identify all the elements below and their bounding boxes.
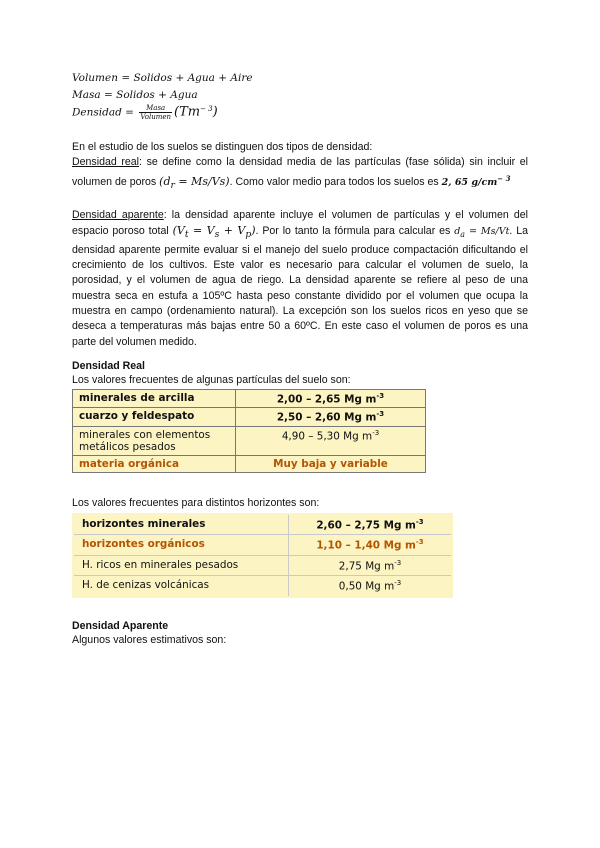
formula-subscript: t (184, 229, 189, 241)
value-text: 2,00 – 2,65 Mg m (276, 393, 377, 406)
formula-part: = V (188, 224, 215, 238)
fraction-numerator: Masa (139, 104, 172, 113)
densidad-fraction (139, 104, 172, 121)
fraction-denominator: Volumen (140, 113, 171, 121)
value-text: 4,90 – 5,30 Mg m (281, 430, 373, 443)
densidad-real-term: Densidad real (72, 156, 140, 169)
table-cell-value (289, 555, 453, 575)
value-exponent: -3 (394, 558, 402, 567)
intro-text: En el estudio de los suelos se distinguen dos tipos de densidad: (72, 141, 373, 153)
formula-da (454, 226, 510, 240)
densidad-real-text-a: : se define como la densidad media de las partículas (fase sólida) sin incluir el volumen de poros (72, 156, 528, 188)
formula-subscript: p (245, 229, 252, 241)
densidad-lhs: Densidad = (72, 106, 138, 119)
equation-densidad (72, 104, 218, 121)
value-exponent: -3 (376, 392, 385, 400)
formula-part: d (454, 226, 461, 238)
value-text: 0,50 Mg m (338, 580, 395, 593)
table-cell-value (289, 576, 453, 597)
table-row (73, 390, 426, 408)
value-exponent: -3 (394, 579, 402, 588)
table-cell-value (289, 514, 453, 535)
densidad-unit-exponent: − 3 (200, 105, 213, 113)
formula-rest: = Ms/Vs) (174, 174, 230, 188)
table-row (73, 408, 426, 426)
value-exponent: -3 (415, 518, 424, 526)
table-cell-name: horizontes minerales (73, 514, 289, 535)
densidad-real-value (441, 173, 511, 188)
densidad-real-text-b: . Como valor medio para todos los suelos es (229, 175, 442, 188)
table-row (73, 576, 452, 597)
table-cell-name: minerales de arcilla (73, 390, 236, 408)
densidad-real-formula (159, 174, 230, 191)
table-cell-name: horizontes orgánicos (73, 535, 289, 555)
densidad-aparente-text-b: . Por lo tanto la fórmula para calcular es (255, 225, 455, 238)
table-cell-value (289, 535, 453, 555)
densidad-unit: (Tm (174, 104, 201, 120)
densidad-aparente-paragraph (72, 208, 528, 350)
formula-subscript: a (460, 230, 466, 240)
densidad-aparente-text-c: . La densidad aparente permite evaluar si el manejo del suelo produce compactación dificultando el crecimiento de los cultivos. Este valor es necesario para calcular el volumen de suelo, la porosidad, y el volumen de agua de riego. La densidad aparente se refiere al peso de una muestra seca en estufa a 105ºC hasta peso constante dividido por el volumen que ocupa la muestra en campo (ordenamiento natural). La excepción son los suelos ricos en yeso que se deseca a temperaturas más bajas entre 50 a 60ºC. En este caso el volumen de poros es una parte del volumen medido. (72, 225, 529, 348)
formula-subscript: r (170, 179, 175, 191)
table-cell-value (236, 408, 426, 426)
value-exponent: -3 (372, 428, 380, 437)
table-cell-name: cuarzo y feldespato (73, 408, 236, 426)
formula-part: + V (219, 224, 246, 238)
table-cell-value (236, 426, 426, 455)
formula-part: (V (172, 224, 185, 238)
densidad-aparente-term: Densidad aparente (72, 209, 164, 221)
table-row (73, 535, 452, 555)
value-exponent: -3 (376, 410, 385, 419)
value-text: 2, 65 g/cm (441, 176, 498, 188)
value-text: 1,10 – 1,40 Mg m (316, 539, 416, 552)
densidad-real-heading: Densidad Real (72, 360, 146, 372)
densidad-real-subtitle: Los valores frecuentes de algunas partículas del suelo son: (72, 374, 351, 386)
table-cell-name: H. de cenizas volcánicas (73, 576, 289, 597)
table-row (73, 455, 426, 472)
horizontes-subtitle: Los valores frecuentes para distintos horizontes son: (72, 497, 320, 509)
horizontes-table (72, 513, 453, 598)
formula-subscript: s (214, 229, 220, 241)
densidad-close-paren: ) (212, 104, 218, 120)
value-text: 2,50 – 2,60 Mg m (276, 411, 377, 424)
value-text: 2,75 Mg m (338, 560, 395, 573)
table-row (73, 514, 452, 535)
formula-part: = Ms/Vt (465, 226, 510, 238)
table-cell-value: Muy baja y variable (236, 455, 426, 472)
formula-part: (d (159, 174, 171, 188)
value-exponent: -3 (415, 538, 424, 547)
densidad-aparente-subtitle: Algunos valores estimativos son: (72, 634, 227, 646)
table-row (73, 426, 426, 455)
particulas-table (72, 389, 426, 473)
formula-part: ) (251, 224, 256, 238)
densidad-aparente-heading: Densidad Aparente (72, 620, 169, 632)
table-row (73, 555, 452, 575)
formula-vt (172, 224, 256, 241)
table-cell-name: materia orgánica (73, 455, 236, 472)
equation-volumen: Volumen = Solidos + Agua + Aire (72, 72, 253, 84)
table-cell-name: H. ricos en minerales pesados (73, 555, 289, 575)
value-exponent: − 3 (497, 173, 511, 183)
value-text: 2,60 – 2,75 Mg m (316, 519, 416, 532)
table-cell-value (236, 390, 426, 408)
intro-paragraph (72, 140, 528, 193)
table-cell-name: minerales con elementos metálicos pesados (73, 426, 236, 455)
densidad-aparente-text-a: : la densidad aparente incluye el volumen de partículas y el volumen del espacio poroso total (72, 209, 528, 238)
equation-masa: Masa = Solidos + Agua (72, 89, 198, 101)
